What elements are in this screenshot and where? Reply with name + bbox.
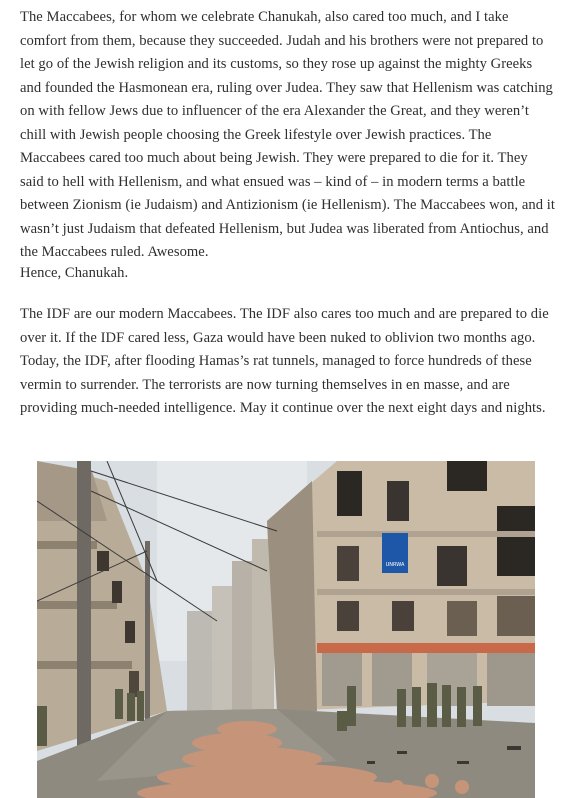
article-paragraph: The IDF are our modern Maccabees. The IDF also cares too much and are prepared to die over it. If the IDF cared less, Gaza would have been nuked to oblivion two months ago. Today, the IDF, after flooding Hamas’s rat tunnels, managed to force hundreds of these vermin to surrender. The terrorists are now turning themselves in en masse, and are providing much-needed intelligence. May it continue over the next eight days and nights. bbox=[20, 306, 549, 416]
article-paragraph: Hence, Chanukah. bbox=[20, 265, 129, 281]
photo-right-building bbox=[267, 461, 535, 711]
photo-sign-text: UNRWA bbox=[385, 562, 405, 568]
photo-burnt-window bbox=[337, 471, 362, 516]
article-paragraph: The Maccabees, for whom we celebrate Chanukah, also cared too much, and I take comfort from them, because they succeeded. Judah and his brothers were not prepared to let go of the Jewish religion and its customs, so they rose up against the mighty Greeks and founded the Hasmonean era, ruling over Judea. They saw that Hellenism was catching on with fellow Jews due to influencer of the era Alexander the Great, and they weren’t chill with Jewish people choosing the Greek lifestyle over Jewish practices. The Maccabees cared too much about being Jewish. They were prepared to die for it. They said to hell with Hellenism, and what ensued was – kind of – in modern terms a battle between Zionism (ie Judaism) and Antizionism (ie Hellenism). The Maccabees won, and it wasn’t just Judaism that defeated Hellenism, but Judea was liberated from Antiochus, and the Maccabees ruled. Awesome. bbox=[20, 9, 555, 260]
article-photo bbox=[37, 461, 535, 798]
